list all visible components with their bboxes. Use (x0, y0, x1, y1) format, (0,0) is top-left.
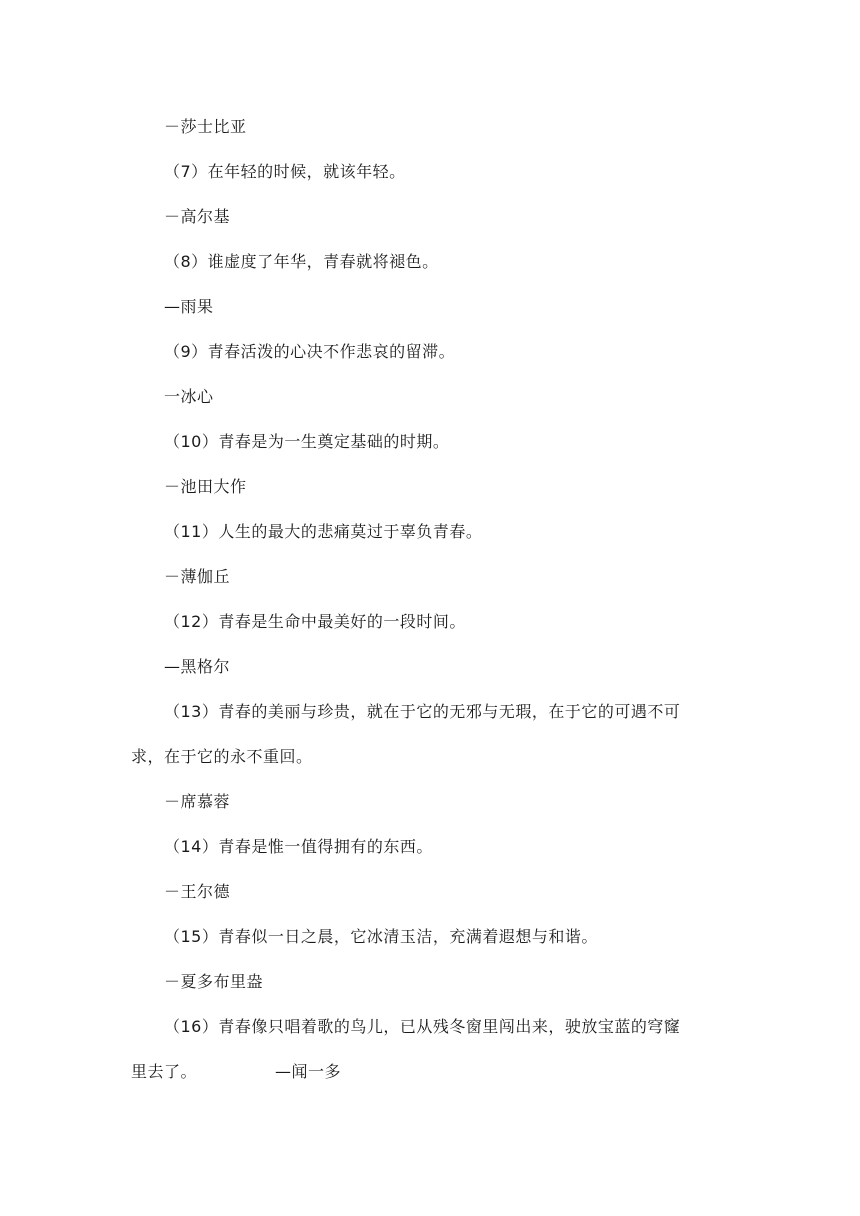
attribution-line: 一冰心 (164, 387, 214, 406)
quote-line: （13）青春的美丽与珍贵，就在于它的无邪与无瑕，在于它的可遇不可 (164, 702, 681, 721)
quote-line: （9）青春活泼的心决不作悲哀的留滞。 (164, 342, 456, 361)
attribution-line: －池田大作 (164, 477, 247, 496)
quote-line: （10）青春是为一生奠定基础的时期。 (164, 432, 450, 451)
quote-line: （12）青春是生命中最美好的一段时间。 (164, 612, 466, 631)
attribution-line: －席慕蓉 (164, 792, 231, 811)
quote-line: （16）青春像只唱着歌的鸟儿，已从残冬窗里闯出来，驶放宝蓝的穹窿 (164, 1017, 681, 1036)
attribution-inline: —闻一多 (275, 1062, 342, 1081)
attribution-line: －王尔德 (164, 882, 231, 901)
quote-line: （14）青春是惟一值得拥有的东西。 (164, 837, 433, 856)
attribution-line: —黑格尔 (164, 657, 231, 676)
attribution-line: －高尔基 (164, 207, 231, 226)
quote-line: （8）谁虚度了年华，青春就将褪色。 (164, 252, 439, 271)
quote-tail: 里去了。 (131, 1062, 198, 1081)
attribution-line: －夏多布里盎 (164, 972, 264, 991)
quote-line-continued (131, 1061, 341, 1083)
attribution-line: －莎士比亚 (164, 117, 247, 136)
quote-line: （11）人生的最大的悲痛莫过于辜负青春。 (164, 522, 483, 541)
quote-line-continued: 求，在于它的永不重回。 (131, 747, 313, 766)
quote-line: （7）在年轻的时候，就该年轻。 (164, 162, 406, 181)
quote-line: （15）青春似一日之晨，它冰清玉洁，充满着遐想与和谐。 (164, 927, 598, 946)
attribution-line: —雨果 (164, 297, 214, 316)
attribution-line: －薄伽丘 (164, 567, 231, 586)
